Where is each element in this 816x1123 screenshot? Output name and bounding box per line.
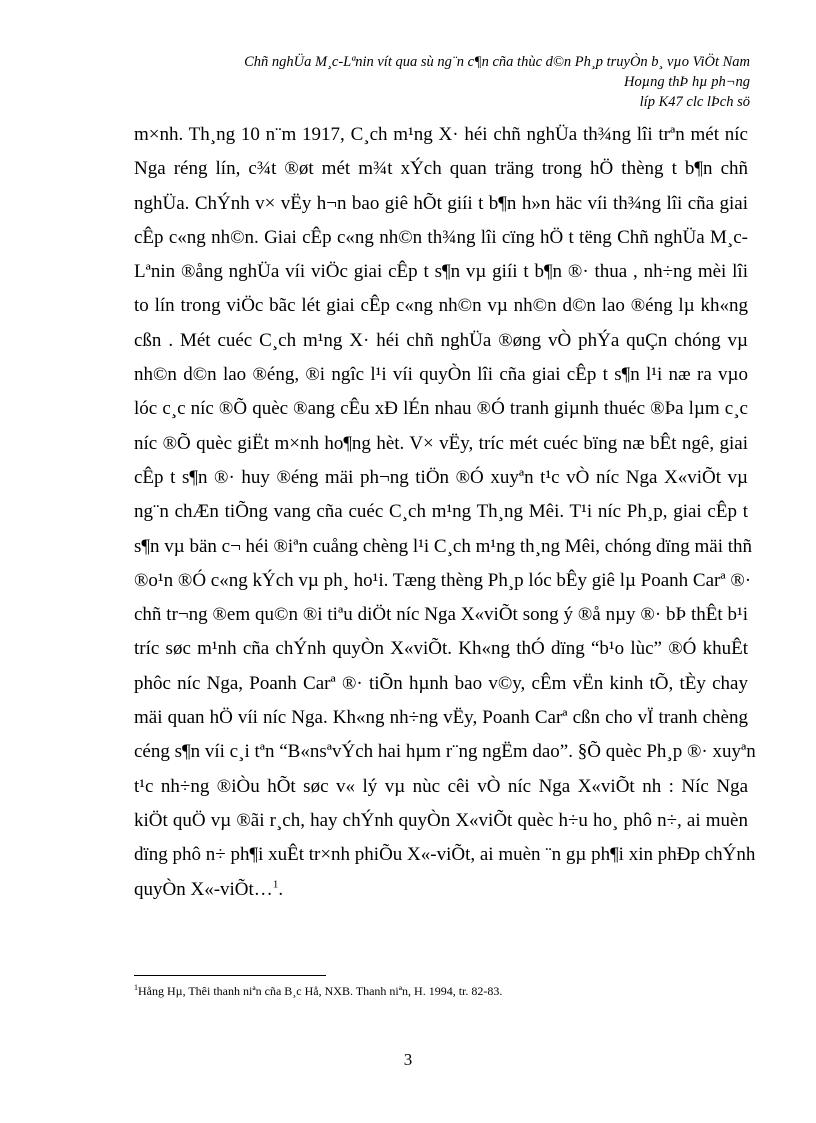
running-header: [244, 52, 750, 112]
body-line: Lªnin ®ång nghÜa víi viÖc giai cÊp t s¶n vµ giíi t b¶n ®· thua , nh÷ng mèi lîi: [134, 261, 748, 283]
footnote-reference[interactable]: 1: [272, 878, 279, 891]
body-line: ng¨n chÆn tiÕng vang cña cuéc C¸ch m¹ng Th¸ng Mêi. T¹i níc Ph¸p, giai cÊp t: [134, 501, 748, 523]
header-title: Chñ nghÜa M¸c-Lªnin vít qua sù ng¨n c¶n cña thùc d©n Ph¸p truyÒn b¸ vµo ViÖt Nam: [244, 54, 750, 70]
body-line-last: [134, 873, 748, 907]
page-number: 3: [403, 1050, 413, 1069]
body-line: kiÖt quÖ vµ ®ãi r¸ch, hay chÝnh quyÒn X«viÕt quèc h÷u ho¸ phô n÷, ai muèn: [134, 809, 748, 831]
body-line: nghÜa. ChÝnh v× vËy h¬n bao giê hÕt giíi t b¶n h»n häc víi th¾ng lîi cña giai: [134, 192, 748, 214]
body-line: mäi quan hÖ víi níc Nga. Kh«ng nh÷ng vËy, Poanh Carª cßn cho vÏ tranh chèng: [134, 707, 748, 729]
body-line: Nga réng lín, c¾t ®øt mét m¾t xÝch quan träng trong hÖ thèng t b¶n chñ: [134, 158, 748, 180]
body-line: t¹c nh÷ng ®iÒu hÕt søc v« lý vµ nùc cêi vÒ níc Nga X«viÕt nh : Níc Nga: [134, 775, 748, 797]
body-line: níc ®Õ quèc giËt m×nh ho¶ng hèt. V× vËy, tríc mét cuéc bïng næ bÊt ngê, giai: [134, 432, 748, 454]
header-class: líp K47 clc lÞch sö: [639, 94, 750, 110]
body-line-text: quyÒn X«-viÕt…: [134, 878, 273, 900]
body-line: tríc søc m¹nh cña chÝnh quyÒn X«viÕt. Kh«ng thÓ dïng “b¹o lùc” ®Ó khuÊt: [134, 638, 748, 660]
sentence-end: .: [278, 878, 284, 900]
body-line: ®o¹n ®Ó c«ng kÝch vµ ph¸ ho¹i. Tæng thèng Ph¸p lóc bÊy giê lµ Poanh Carª ®·: [134, 569, 752, 591]
body-line: dïng phô n÷ ph¶i xuÊt tr×nh phiÕu X«-viÕt, ai muèn ¨n gµ ph¶i xin phÐp chÝnh: [134, 844, 756, 866]
body-line: lóc c¸c níc ®Õ quèc ®ang cÊu xÐ lÉn nhau ®Ó tranh giµnh thuéc ®Þa lµm c¸c: [134, 398, 748, 420]
footnote-separator: [134, 975, 326, 976]
body-line: cßn . Mét cuéc C¸ch m¹ng X· héi chñ nghÜa ®øng vÒ phÝa quÇn chóng vµ: [134, 329, 748, 351]
body-line: phôc níc Nga, Poanh Carª ®· tiÕn hµnh bao v©y, cÊm vËn kinh tÕ, tÈy chay: [134, 672, 748, 694]
body-line: cÊp c«ng nh©n. Giai cÊp c«ng nh©n th¾ng lîi cïng hÖ t tëng Chñ nghÜa M¸c-: [134, 226, 748, 248]
body-text: [134, 118, 756, 907]
body-line: s¶n vµ bän c¬ héi ®iªn cuång chèng l¹i C¸ch m¹ng th¸ng Mêi, chóng dïng mäi thñ: [134, 535, 753, 557]
body-line: to lín trong viÖc bãc lét giai cÊp c«ng nh©n vµ nh©n d©n lao ®éng lµ kh«ng: [134, 295, 748, 317]
header-author: Hoµng thÞ hµ ph¬ng: [624, 74, 750, 90]
footnote-mark: 1: [134, 983, 138, 992]
body-line: céng s¶n víi c¸i tªn “B«nsªvÝch hai hµm r¨ng ngËm dao”. §Õ quèc Ph¸p ®· xuyªn: [134, 741, 756, 763]
body-line: chñ tr¬ng ®em qu©n ®i tiªu diÖt níc Nga X«viÕt song ý ®å nµy ®· bÞ thÊt b¹i: [134, 604, 748, 626]
body-line: m×nh. Th¸ng 10 n¨m 1917, C¸ch m¹ng X· héi chñ nghÜa th¾ng lîi trªn mét níc: [134, 124, 748, 145]
body-line: nh©n d©n lao ®éng, ®i ngîc l¹i víi quyÒn lîi cña giai cÊp t s¶n l¹i næ ra vµo: [134, 364, 748, 386]
footnote-text: Hång Hµ, Thêi thanh niªn cña B¸c Hå, NXB. Thanh niªn, H. 1994, tr. 82-83.: [138, 984, 503, 998]
footnote: [134, 984, 502, 999]
body-line: cÊp t s¶n ®· huy ®éng mäi ph¬ng tiÖn ®Ó xuyªn t¹c vÒ níc Nga X«viÕt vµ: [134, 466, 748, 488]
